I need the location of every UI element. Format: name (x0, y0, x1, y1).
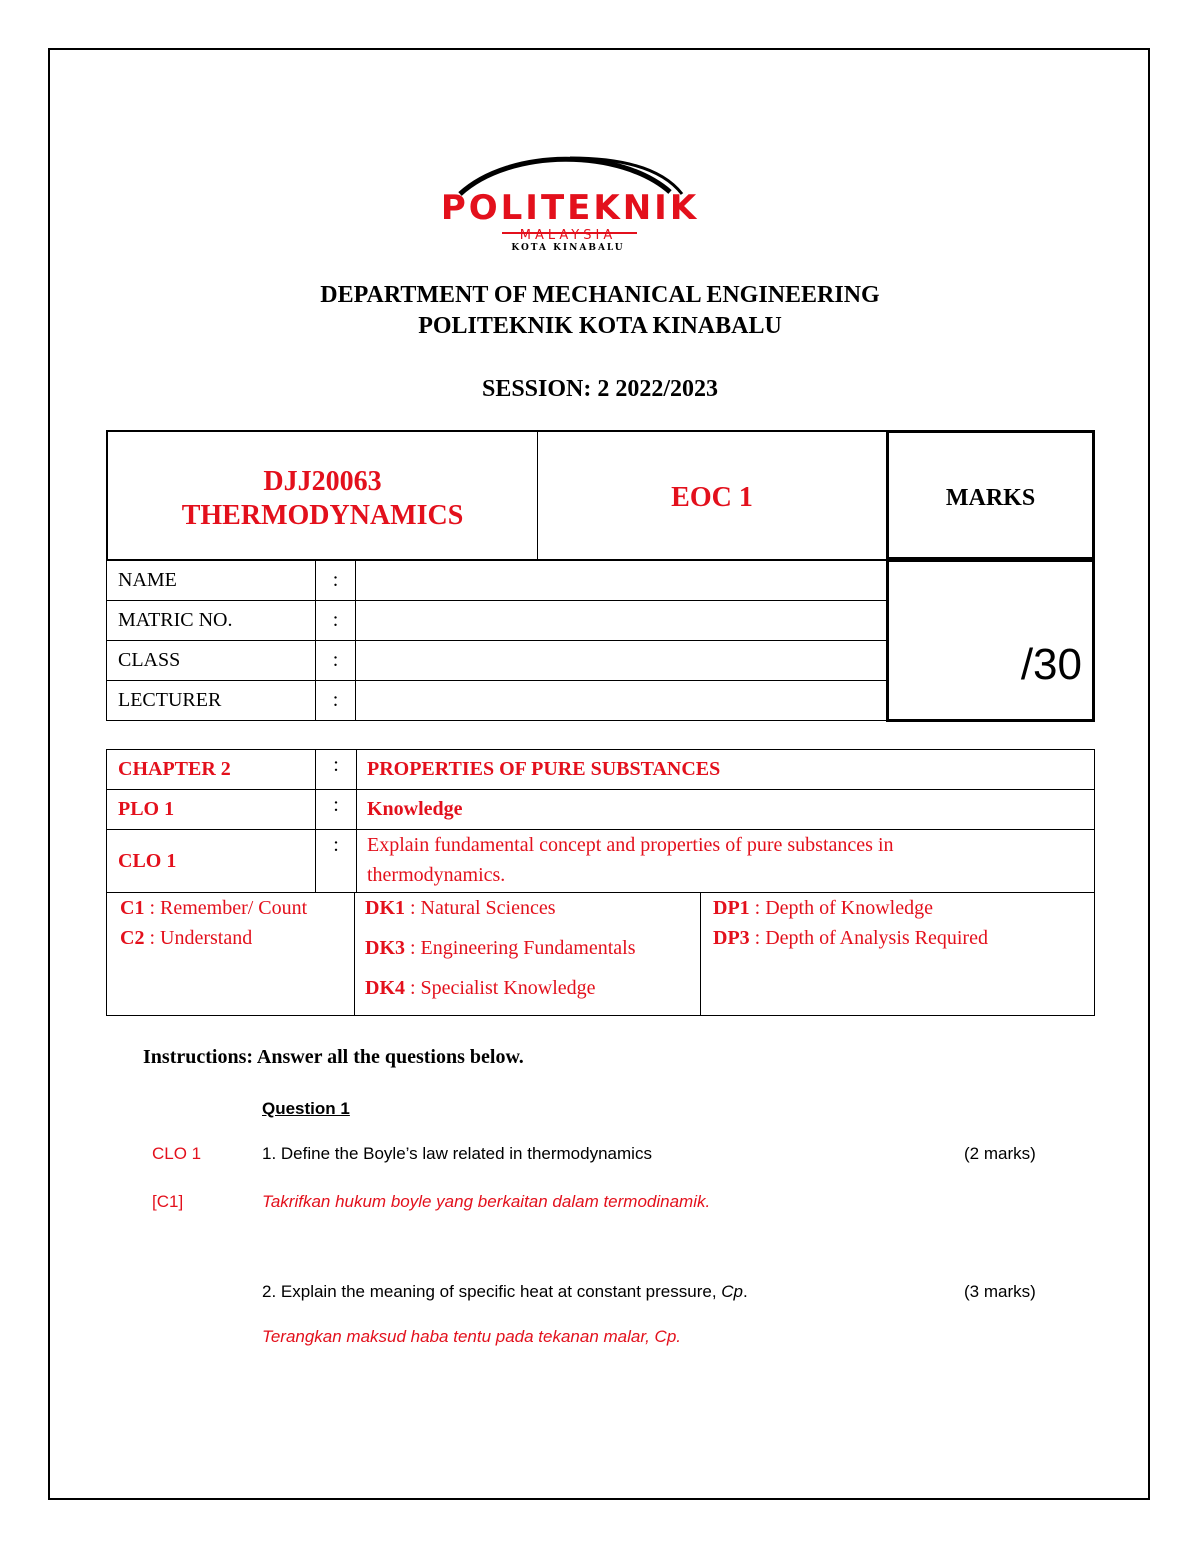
question-title: Question 1 (262, 1099, 350, 1118)
level-tag: [C1] (152, 1192, 184, 1211)
c2-level: C2 : Understand (120, 927, 253, 949)
lecturer-separator: : (315, 681, 356, 720)
chapter-value: PROPERTIES OF PURE SUBSTANCES (367, 758, 721, 780)
marks-label: MARKS (945, 485, 1036, 511)
instructions: Instructions: Answer all the questions below. (143, 1046, 524, 1068)
lecturer-label: LECTURER (118, 689, 222, 711)
total-marks: /30 (1020, 640, 1082, 689)
marks-score-cell (886, 559, 1095, 722)
c1-level: C1 : Remember/ Count (120, 897, 308, 919)
session-heading: SESSION: 2 2022/2023 (481, 376, 719, 402)
plo-label: PLO 1 (118, 798, 175, 820)
question-1-text: 1. Define the Boyle’s law related in thermodynamics (262, 1144, 652, 1163)
clo-separator: : (315, 830, 357, 892)
institution-heading: POLITEKNIK KOTA KINABALU (418, 313, 782, 339)
question-2-translation: Terangkan maksud haba tentu pada tekanan malar, Cp. (262, 1327, 681, 1346)
question-1-marks: (2 marks) (964, 1144, 1036, 1163)
clo-label: CLO 1 (118, 850, 177, 872)
assessment-label: EOC 1 (671, 482, 753, 513)
clo-row (106, 829, 1095, 893)
name-separator: : (315, 561, 356, 600)
plo-separator: : (315, 790, 357, 829)
department-heading: DEPARTMENT OF MECHANICAL ENGINEERING (320, 282, 880, 308)
matric-separator: : (315, 601, 356, 640)
question-2-text: 2. Explain the meaning of specific heat at constant pressure, Cp. (262, 1282, 748, 1301)
knowledge-levels-cell (354, 892, 701, 1016)
chapter-row (106, 749, 1095, 790)
depth-levels-cell (700, 892, 1095, 1016)
plo-row (106, 789, 1095, 830)
logo-city: KOTA KINABALU (511, 243, 625, 253)
assessment-cell (537, 430, 887, 560)
question-2-marks: (3 marks) (964, 1282, 1036, 1301)
name-row (106, 560, 887, 601)
class-row (106, 640, 887, 681)
clo-value-line1: Explain fundamental concept and properties of pure substances in (367, 834, 894, 856)
plo-value: Knowledge (367, 798, 463, 820)
matric-label: MATRIC NO. (118, 609, 233, 631)
logo-subtitle: MALAYSIA (519, 228, 617, 243)
matric-row (106, 600, 887, 641)
marks-header-cell (886, 430, 1095, 560)
class-separator: : (315, 641, 356, 680)
dk1-level: DK1 : Natural Sciences (365, 897, 556, 919)
course-title-cell (106, 430, 538, 560)
clo-value-line2: thermodynamics. (367, 864, 506, 886)
dk4-level: DK4 : Specialist Knowledge (365, 977, 596, 999)
course-code: DJJ20063 (263, 466, 382, 497)
question-1-translation: Takrifkan hukum boyle yang berkaitan dalam termodinamik. (262, 1192, 711, 1211)
name-label: NAME (118, 569, 177, 591)
class-label: CLASS (118, 649, 181, 671)
chapter-separator: : (315, 750, 357, 789)
dk3-level: DK3 : Engineering Fundamentals (365, 937, 636, 959)
politeknik-logo (420, 152, 720, 252)
clo-tag: CLO 1 (152, 1144, 202, 1163)
course-name: THERMODYNAMICS (181, 500, 464, 531)
lecturer-row (106, 680, 887, 721)
dp3-level: DP3 : Depth of Analysis Required (713, 927, 988, 949)
chapter-label: CHAPTER 2 (118, 758, 231, 780)
logo-word: POLITEKNIK (440, 188, 700, 228)
dp1-level: DP1 : Depth of Knowledge (713, 897, 933, 919)
cognitive-levels-cell (106, 892, 355, 1016)
